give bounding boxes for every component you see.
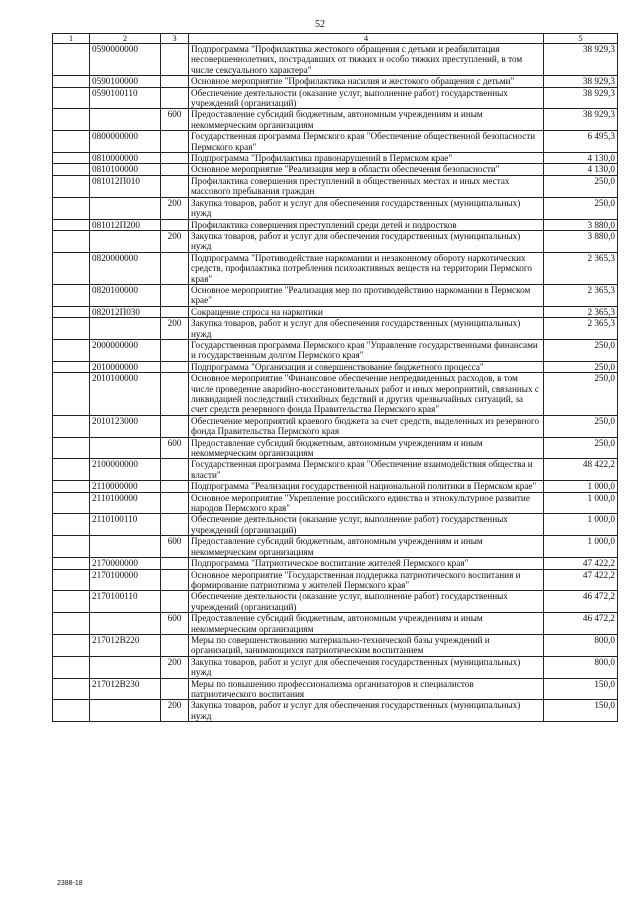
row-number-cell [53, 306, 90, 317]
code-cell [90, 197, 161, 219]
header-col-1: 1 [53, 34, 90, 44]
table-row [53, 197, 618, 219]
expense-type-cell [161, 361, 189, 372]
amount-cell: 4 130,0 [544, 153, 618, 164]
code-cell: 2170000000 [90, 558, 161, 569]
row-number-cell [53, 492, 90, 514]
table-row [53, 87, 618, 109]
description-cell: Предоставление субсидий бюджетным, автономным учреждениям и иным некоммерческим организациям [189, 613, 544, 635]
expense-type-cell [161, 591, 189, 613]
row-number-cell [53, 373, 90, 416]
header-col-4: 4 [189, 34, 544, 44]
table-row [53, 164, 618, 175]
amount-cell: 4 130,0 [544, 164, 618, 175]
row-number-cell [53, 284, 90, 306]
description-cell: Закупка товаров, работ и услуг для обеспечения государственных (муниципальных) нужд [189, 656, 544, 678]
amount-cell: 38 929,3 [544, 76, 618, 87]
code-cell: 2110100000 [90, 492, 161, 514]
row-number-cell [53, 131, 90, 153]
expense-type-cell [161, 164, 189, 175]
description-cell: Государственная программа Пермского края "Обеспечение взаимодействия общества и власти" [189, 459, 544, 481]
expense-type-cell: 600 [161, 536, 189, 558]
code-cell [90, 700, 161, 722]
expense-type-cell [161, 87, 189, 109]
code-cell: 2010000000 [90, 361, 161, 372]
code-cell: 2170100000 [90, 569, 161, 591]
amount-cell: 3 880,0 [544, 219, 618, 230]
description-cell: Государственная программа Пермского края "Обеспечение общественной безопасности Пермского края" [189, 131, 544, 153]
table-row [53, 613, 618, 635]
description-cell: Основное мероприятие "Финансовое обеспечение непредвиденных расходов, в том числе проведение аварийно-восстановительных работ и иных мероприятий, связанных с ликвидацией последствий стихийных бедствий и других чрезвычайных ситуаций, за счет средств резервного фонда Правительства Пермского края" [189, 373, 544, 416]
row-number-cell [53, 678, 90, 700]
expense-type-cell [161, 634, 189, 656]
code-cell: 217012В220 [90, 634, 161, 656]
row-number-cell [53, 437, 90, 459]
description-cell: Обеспечение деятельности (оказание услуг, выполнение работ) государственных учреждений (организаций) [189, 514, 544, 536]
expense-type-cell [161, 459, 189, 481]
description-cell: Предоставление субсидий бюджетным, автономным учреждениям и иным некоммерческим организациям [189, 437, 544, 459]
amount-cell: 2 365,3 [544, 252, 618, 284]
description-cell: Обеспечение деятельности (оказание услуг, выполнение работ) государственных учреждений (организаций) [189, 591, 544, 613]
amount-cell: 800,0 [544, 634, 618, 656]
expense-type-cell [161, 175, 189, 197]
table-row [53, 591, 618, 613]
description-cell: Основное мероприятие "Профилактика насилия и жестокого обращения с детьми" [189, 76, 544, 87]
amount-cell: 3 880,0 [544, 230, 618, 252]
amount-cell: 1 000,0 [544, 514, 618, 536]
description-cell: Подпрограмма "Реализация государственной национальной политики в Пермском крае" [189, 481, 544, 492]
amount-cell: 38 929,3 [544, 44, 618, 76]
table-row [53, 76, 618, 87]
row-number-cell [53, 109, 90, 131]
code-cell: 2110000000 [90, 481, 161, 492]
row-number-cell [53, 164, 90, 175]
document-code: 2388-18 [57, 880, 83, 887]
table-row [53, 109, 618, 131]
table-row [53, 284, 618, 306]
row-number-cell [53, 415, 90, 437]
row-number-cell [53, 656, 90, 678]
table-row [53, 361, 618, 372]
code-cell [90, 318, 161, 340]
code-cell [90, 536, 161, 558]
code-cell [90, 613, 161, 635]
amount-cell: 150,0 [544, 700, 618, 722]
amount-cell: 250,0 [544, 339, 618, 361]
amount-cell: 2 365,3 [544, 284, 618, 306]
header-row [53, 34, 618, 44]
amount-cell: 38 929,3 [544, 109, 618, 131]
table-row [53, 373, 618, 416]
expense-type-cell: 200 [161, 318, 189, 340]
description-cell: Закупка товаров, работ и услуг для обеспечения государственных (муниципальных) нужд [189, 197, 544, 219]
row-number-cell [53, 558, 90, 569]
amount-cell: 150,0 [544, 678, 618, 700]
table-row [53, 415, 618, 437]
expense-type-cell: 200 [161, 700, 189, 722]
table-row [53, 656, 618, 678]
expense-type-cell: 600 [161, 109, 189, 131]
table-row [53, 569, 618, 591]
expense-type-cell: 200 [161, 656, 189, 678]
code-cell: 0590100000 [90, 76, 161, 87]
row-number-cell [53, 318, 90, 340]
row-number-cell [53, 230, 90, 252]
amount-cell: 48 422,2 [544, 459, 618, 481]
table-row [53, 558, 618, 569]
row-number-cell [53, 591, 90, 613]
table-row [53, 481, 618, 492]
table-row [53, 514, 618, 536]
description-cell: Подпрограмма "Патриотическое воспитание жителей Пермского края" [189, 558, 544, 569]
code-cell [90, 230, 161, 252]
code-cell: 0800000000 [90, 131, 161, 153]
row-number-cell [53, 634, 90, 656]
table-body [53, 44, 618, 722]
code-cell: 2100000000 [90, 459, 161, 481]
code-cell: 2000000000 [90, 339, 161, 361]
row-number-cell [53, 87, 90, 109]
description-cell: Закупка товаров, работ и услуг для обеспечения государственных (муниципальных) нужд [189, 318, 544, 340]
description-cell: Профилактика совершения преступлений среди детей и подростков [189, 219, 544, 230]
expense-type-cell [161, 481, 189, 492]
expense-type-cell: 600 [161, 437, 189, 459]
expense-type-cell: 200 [161, 197, 189, 219]
row-number-cell [53, 197, 90, 219]
code-cell: 2110100110 [90, 514, 161, 536]
description-cell: Меры по совершенствованию материально-технической базы учреждений и организаций, занимающихся патриотическим воспитанием [189, 634, 544, 656]
description-cell: Обеспечение деятельности (оказание услуг, выполнение работ) государственных учреждений (организаций) [189, 87, 544, 109]
description-cell: Подпрограмма "Противодействие наркомании и незаконному обороту наркотических средств, профилактика потребления психоактивных веществ на территории Пермского края" [189, 252, 544, 284]
row-number-cell [53, 153, 90, 164]
code-cell [90, 109, 161, 131]
amount-cell: 250,0 [544, 361, 618, 372]
amount-cell: 800,0 [544, 656, 618, 678]
amount-cell: 47 422,2 [544, 558, 618, 569]
description-cell: Основное мероприятие "Реализация мер в области обеспечения безопасности" [189, 164, 544, 175]
amount-cell: 1 000,0 [544, 536, 618, 558]
row-number-cell [53, 569, 90, 591]
budget-table [52, 33, 618, 722]
amount-cell: 47 422,2 [544, 569, 618, 591]
row-number-cell [53, 76, 90, 87]
amount-cell: 6 495,3 [544, 131, 618, 153]
row-number-cell [53, 252, 90, 284]
row-number-cell [53, 219, 90, 230]
row-number-cell [53, 514, 90, 536]
expense-type-cell [161, 492, 189, 514]
amount-cell: 38 929,3 [544, 87, 618, 109]
table-row [53, 536, 618, 558]
code-cell: 081012П010 [90, 175, 161, 197]
expense-type-cell [161, 569, 189, 591]
description-cell: Предоставление субсидий бюджетным, автономным учреждениям и иным некоммерческим организациям [189, 536, 544, 558]
description-cell: Основное мероприятие "Реализация мер по противодействию наркомании в Пермском крае" [189, 284, 544, 306]
table-row [53, 700, 618, 722]
expense-type-cell [161, 131, 189, 153]
expense-type-cell [161, 153, 189, 164]
table-row [53, 306, 618, 317]
amount-cell: 250,0 [544, 437, 618, 459]
amount-cell: 1 000,0 [544, 481, 618, 492]
table-row [53, 492, 618, 514]
expense-type-cell [161, 76, 189, 87]
amount-cell: 250,0 [544, 197, 618, 219]
row-number-cell [53, 339, 90, 361]
description-cell: Закупка товаров, работ и услуг для обеспечения государственных (муниципальных) нужд [189, 230, 544, 252]
table-row [53, 153, 618, 164]
amount-cell: 250,0 [544, 415, 618, 437]
code-cell [90, 437, 161, 459]
table-row [53, 318, 618, 340]
header-col-3: 3 [161, 34, 189, 44]
code-cell [90, 656, 161, 678]
code-cell: 0590000000 [90, 44, 161, 76]
amount-cell: 46 472,2 [544, 591, 618, 613]
page-number: 52 [315, 19, 325, 30]
expense-type-cell [161, 284, 189, 306]
row-number-cell [53, 536, 90, 558]
expense-type-cell [161, 558, 189, 569]
amount-cell: 2 365,3 [544, 306, 618, 317]
code-cell: 2010100000 [90, 373, 161, 416]
description-cell: Профилактика совершения преступлений в общественных местах и иных местах массового пребывания граждан [189, 175, 544, 197]
description-cell: Меры по повышению профессионализма организаторов и специалистов патриотического воспитания [189, 678, 544, 700]
row-number-cell [53, 361, 90, 372]
description-cell: Основное мероприятие "Государственная поддержка патриотического воспитания и формирование патриотизма у жителей Пермского края" [189, 569, 544, 591]
description-cell: Государственная программа Пермского края "Управление государственными финансами и государственным долгом Пермского края" [189, 339, 544, 361]
description-cell: Обеспечение мероприятий краевого бюджета за счет средств, выделенных из резервного фонда Правительства Пермского края [189, 415, 544, 437]
code-cell: 082012П030 [90, 306, 161, 317]
amount-cell: 2 365,3 [544, 318, 618, 340]
amount-cell: 250,0 [544, 373, 618, 416]
code-cell: 0820100000 [90, 284, 161, 306]
table-row [53, 230, 618, 252]
expense-type-cell [161, 514, 189, 536]
description-cell: Основное мероприятие "Укрепление российского единства и этнокультурное развитие народов Пермского края" [189, 492, 544, 514]
row-number-cell [53, 175, 90, 197]
table-row [53, 219, 618, 230]
expense-type-cell [161, 678, 189, 700]
amount-cell: 46 472,2 [544, 613, 618, 635]
row-number-cell [53, 613, 90, 635]
description-cell: Подпрограмма "Профилактика жестокого обращения с детьми и реабилитация несовершеннолетних, пострадавших от тяжких и особо тяжких преступлений, в том числе сексуального характера" [189, 44, 544, 76]
header-col-2: 2 [90, 34, 161, 44]
table-row [53, 44, 618, 76]
table-row [53, 131, 618, 153]
row-number-cell [53, 459, 90, 481]
expense-type-cell [161, 415, 189, 437]
row-number-cell [53, 44, 90, 76]
code-cell: 0820000000 [90, 252, 161, 284]
amount-cell: 250,0 [544, 175, 618, 197]
table-row [53, 339, 618, 361]
table-row [53, 634, 618, 656]
description-cell: Подпрограмма "Профилактика правонарушений в Пермском крае" [189, 153, 544, 164]
description-cell: Предоставление субсидий бюджетным, автономным учреждениям и иным некоммерческим организациям [189, 109, 544, 131]
code-cell: 2010123000 [90, 415, 161, 437]
table-row [53, 437, 618, 459]
row-number-cell [53, 700, 90, 722]
description-cell: Подпрограмма "Организация и совершенствование бюджетного процесса" [189, 361, 544, 372]
table-row [53, 175, 618, 197]
expense-type-cell [161, 339, 189, 361]
expense-type-cell: 600 [161, 613, 189, 635]
amount-cell: 1 000,0 [544, 492, 618, 514]
code-cell: 2170100110 [90, 591, 161, 613]
expense-type-cell [161, 44, 189, 76]
code-cell: 0810000000 [90, 153, 161, 164]
code-cell: 0590100110 [90, 87, 161, 109]
description-cell: Сокращение спроса на наркотики [189, 306, 544, 317]
expense-type-cell [161, 306, 189, 317]
expense-type-cell: 200 [161, 230, 189, 252]
code-cell: 081012П200 [90, 219, 161, 230]
code-cell: 0810100000 [90, 164, 161, 175]
expense-type-cell [161, 219, 189, 230]
table-row [53, 252, 618, 284]
expense-type-cell [161, 373, 189, 416]
description-cell: Закупка товаров, работ и услуг для обеспечения государственных (муниципальных) нужд [189, 700, 544, 722]
expense-type-cell [161, 252, 189, 284]
row-number-cell [53, 481, 90, 492]
table-row [53, 678, 618, 700]
header-col-5: 5 [544, 34, 618, 44]
table-row [53, 459, 618, 481]
code-cell: 217012В230 [90, 678, 161, 700]
